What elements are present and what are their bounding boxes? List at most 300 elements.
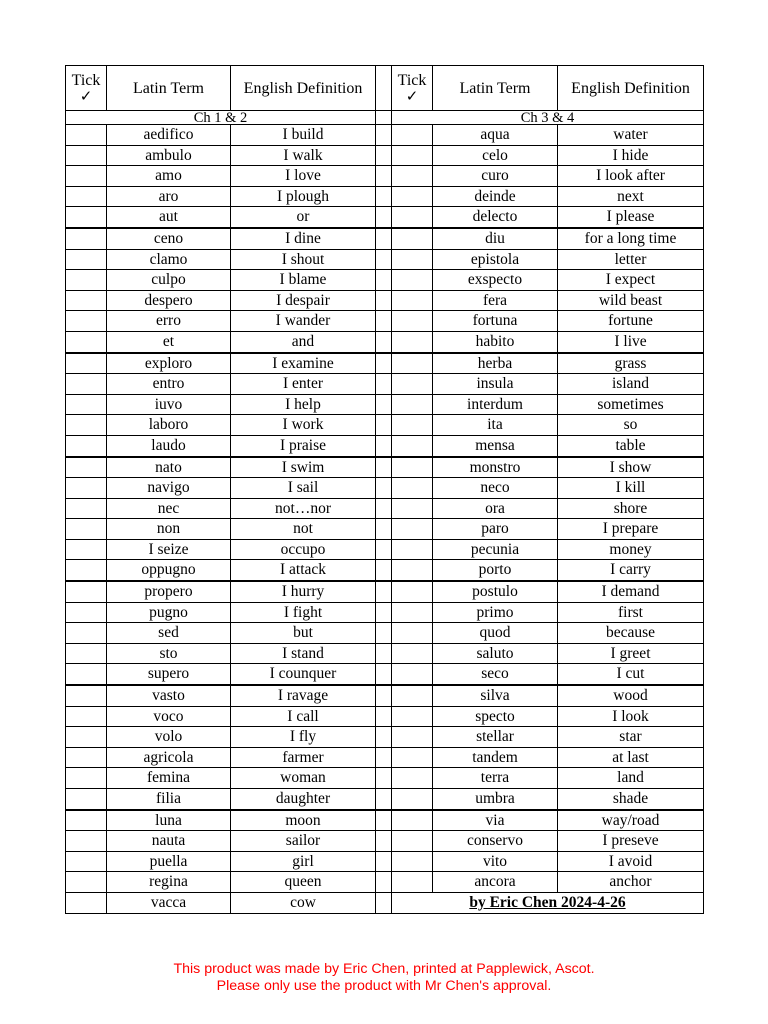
- tick-box[interactable]: [66, 145, 107, 166]
- column-gap: [376, 435, 392, 456]
- english-definition: island: [558, 374, 704, 395]
- latin-term: conservo: [433, 831, 558, 852]
- table-row: [66, 331, 704, 352]
- latin-term: navigo: [107, 478, 231, 499]
- table-row: [66, 415, 704, 436]
- english-definition: and: [231, 331, 376, 352]
- tick-box[interactable]: [392, 374, 433, 395]
- latin-term: exspecto: [433, 270, 558, 291]
- english-definition: I enter: [231, 374, 376, 395]
- tick-box[interactable]: [66, 664, 107, 685]
- english-definition: I wander: [231, 311, 376, 332]
- column-gap: [376, 810, 392, 831]
- latin-term: exploro: [107, 353, 231, 374]
- english-definition: I kill: [558, 478, 704, 499]
- latin-term: supero: [107, 664, 231, 685]
- tick-box[interactable]: [66, 892, 107, 913]
- column-gap: [376, 290, 392, 311]
- tick-box[interactable]: [392, 623, 433, 644]
- tick-header-left: [66, 66, 107, 111]
- tick-box[interactable]: [392, 311, 433, 332]
- english-definition: I greet: [558, 643, 704, 664]
- tick-box[interactable]: [66, 394, 107, 415]
- latin-term: monstro: [433, 457, 558, 478]
- column-gap: [376, 664, 392, 685]
- tick-box[interactable]: [392, 664, 433, 685]
- english-definition: anchor: [558, 872, 704, 893]
- column-gap: [376, 207, 392, 228]
- table-row: [66, 457, 704, 478]
- tick-box[interactable]: [392, 602, 433, 623]
- tick-box[interactable]: [66, 353, 107, 374]
- latin-term: aqua: [433, 125, 558, 146]
- table-row: [66, 186, 704, 207]
- latin-term: ancora: [433, 872, 558, 893]
- tick-box[interactable]: [66, 831, 107, 852]
- latin-term: stellar: [433, 727, 558, 748]
- english-definition: I call: [231, 706, 376, 727]
- tick-box[interactable]: [66, 415, 107, 436]
- english-definition: grass: [558, 353, 704, 374]
- table-row: [66, 643, 704, 664]
- tick-box[interactable]: [66, 581, 107, 602]
- english-definition: table: [558, 435, 704, 456]
- column-gap: [376, 311, 392, 332]
- english-definition: first: [558, 602, 704, 623]
- tick-box[interactable]: [66, 685, 107, 706]
- table-row: [66, 685, 704, 706]
- tick-box[interactable]: [66, 560, 107, 581]
- english-definition: I sail: [231, 478, 376, 499]
- latin-term: erro: [107, 311, 231, 332]
- tick-box[interactable]: [392, 415, 433, 436]
- english-definition: girl: [231, 851, 376, 872]
- table-row: [66, 311, 704, 332]
- latin-term: epistola: [433, 249, 558, 270]
- english-definition: I examine: [231, 353, 376, 374]
- english-definition: I expect: [558, 270, 704, 291]
- latin-term: pugno: [107, 602, 231, 623]
- english-definition: at last: [558, 747, 704, 768]
- checkmark-icon: ✓: [79, 88, 93, 105]
- tick-box[interactable]: [66, 643, 107, 664]
- english-definition: I show: [558, 457, 704, 478]
- latin-term: puella: [107, 851, 231, 872]
- latin-term: specto: [433, 706, 558, 727]
- tick-box[interactable]: [392, 789, 433, 810]
- english-definition: fortune: [558, 311, 704, 332]
- checkmark-icon: ✓: [405, 88, 419, 105]
- english-definition: I praise: [231, 435, 376, 456]
- column-gap: [376, 498, 392, 519]
- column-gap: [376, 111, 392, 125]
- chapter-label-right: Ch 3 & 4: [520, 110, 575, 125]
- vocabulary-table: [65, 65, 704, 914]
- latin-term: amo: [107, 166, 231, 187]
- table-row: [66, 270, 704, 291]
- latin-term: voco: [107, 706, 231, 727]
- tick-box[interactable]: [392, 249, 433, 270]
- latin-term: aro: [107, 186, 231, 207]
- english-definition: I counquer: [231, 664, 376, 685]
- latin-term: ora: [433, 498, 558, 519]
- tick-box[interactable]: [66, 810, 107, 831]
- latin-term: delecto: [433, 207, 558, 228]
- table-row: [66, 539, 704, 560]
- tick-box[interactable]: [392, 560, 433, 581]
- latin-term: ceno: [107, 228, 231, 249]
- latin-term: pecunia: [433, 539, 558, 560]
- latin-term: interdum: [433, 394, 558, 415]
- english-definition: I shout: [231, 249, 376, 270]
- column-gap: [376, 685, 392, 706]
- latin-term: agricola: [107, 747, 231, 768]
- latin-term: seco: [433, 664, 558, 685]
- english-definition: I plough: [231, 186, 376, 207]
- english-definition: I attack: [231, 560, 376, 581]
- english-definition: I carry: [558, 560, 704, 581]
- notice-line-1: This product was made by Eric Chen, printed at Papplewick, Ascot.: [173, 961, 595, 977]
- english-definition: I help: [231, 394, 376, 415]
- tick-box[interactable]: [392, 125, 433, 146]
- table-row: [66, 249, 704, 270]
- tick-box[interactable]: [392, 810, 433, 831]
- latin-term: luna: [107, 810, 231, 831]
- latin-term: curo: [433, 166, 558, 187]
- tick-box[interactable]: [392, 747, 433, 768]
- english-definition: occupo: [231, 539, 376, 560]
- english-definition: I hurry: [231, 581, 376, 602]
- table-row: [66, 768, 704, 789]
- latin-term: iuvo: [107, 394, 231, 415]
- tick-label: Tick: [397, 71, 427, 89]
- column-gap: [376, 415, 392, 436]
- tick-box[interactable]: [392, 685, 433, 706]
- english-definition: I swim: [231, 457, 376, 478]
- table-row: [66, 872, 704, 893]
- latin-term: aut: [107, 207, 231, 228]
- header-row: [66, 66, 704, 111]
- column-gap: [376, 374, 392, 395]
- english-definition: farmer: [231, 747, 376, 768]
- table-row: [66, 789, 704, 810]
- tick-box[interactable]: [392, 186, 433, 207]
- tick-box[interactable]: [392, 581, 433, 602]
- english-definition: I work: [231, 415, 376, 436]
- latin-term: oppugno: [107, 560, 231, 581]
- tick-box[interactable]: [392, 768, 433, 789]
- latin-term: neco: [433, 478, 558, 499]
- tick-box[interactable]: [66, 374, 107, 395]
- table-row: [66, 207, 704, 228]
- english-header-right: English Definition: [558, 66, 704, 111]
- column-gap: [376, 145, 392, 166]
- tick-box[interactable]: [392, 207, 433, 228]
- tick-box[interactable]: [392, 498, 433, 519]
- tick-box[interactable]: [66, 768, 107, 789]
- tick-box[interactable]: [66, 457, 107, 478]
- tick-box[interactable]: [392, 643, 433, 664]
- column-gap: [376, 747, 392, 768]
- latin-term: quod: [433, 623, 558, 644]
- latin-term: nec: [107, 498, 231, 519]
- english-definition: for a long time: [558, 228, 704, 249]
- english-definition: I cut: [558, 664, 704, 685]
- latin-term: herba: [433, 353, 558, 374]
- english-definition: way/road: [558, 810, 704, 831]
- column-gap: [376, 539, 392, 560]
- tick-box[interactable]: [392, 290, 433, 311]
- column-gap: [376, 478, 392, 499]
- latin-term: insula: [433, 374, 558, 395]
- english-definition: but: [231, 623, 376, 644]
- column-gap: [376, 602, 392, 623]
- tick-box[interactable]: [66, 331, 107, 352]
- chapter-label-left: Ch 1 & 2: [193, 110, 248, 125]
- tick-box[interactable]: [66, 125, 107, 146]
- tick-box[interactable]: [392, 394, 433, 415]
- english-definition: wild beast: [558, 290, 704, 311]
- column-gap: [376, 457, 392, 478]
- latin-term: nato: [107, 457, 231, 478]
- column-gap: [376, 789, 392, 810]
- copyright-notice: [0, 961, 768, 995]
- english-definition: not: [231, 519, 376, 540]
- table-row: [66, 125, 704, 146]
- column-gap: [376, 892, 392, 913]
- latin-term: culpo: [107, 270, 231, 291]
- english-definition: letter: [558, 249, 704, 270]
- latin-term: ambulo: [107, 145, 231, 166]
- latin-header-left: Latin Term: [107, 66, 231, 111]
- latin-term: mensa: [433, 435, 558, 456]
- table-row: [66, 228, 704, 249]
- latin-term: propero: [107, 581, 231, 602]
- latin-term: celo: [433, 145, 558, 166]
- column-gap: [376, 228, 392, 249]
- english-definition: I hide: [558, 145, 704, 166]
- tick-box[interactable]: [392, 706, 433, 727]
- tick-box[interactable]: [392, 519, 433, 540]
- english-definition: shore: [558, 498, 704, 519]
- tick-box[interactable]: [66, 311, 107, 332]
- english-definition: water: [558, 125, 704, 146]
- tick-box[interactable]: [66, 228, 107, 249]
- latin-term: vito: [433, 851, 558, 872]
- tick-box[interactable]: [392, 872, 433, 893]
- column-gap: [376, 872, 392, 893]
- latin-term: laboro: [107, 415, 231, 436]
- tick-box[interactable]: [392, 145, 433, 166]
- english-definition: I look after: [558, 166, 704, 187]
- latin-term: regina: [107, 872, 231, 893]
- table-row: [66, 374, 704, 395]
- tick-box[interactable]: [66, 851, 107, 872]
- english-definition: I despair: [231, 290, 376, 311]
- table-row: [66, 892, 704, 913]
- english-definition: shade: [558, 789, 704, 810]
- latin-term: volo: [107, 727, 231, 748]
- table-row: [66, 623, 704, 644]
- english-definition: I avoid: [558, 851, 704, 872]
- tick-box[interactable]: [66, 207, 107, 228]
- english-definition: I dine: [231, 228, 376, 249]
- english-definition: or: [231, 207, 376, 228]
- tick-box[interactable]: [66, 872, 107, 893]
- vocabulary-sheet: [65, 65, 704, 914]
- table-row: [66, 145, 704, 166]
- table-row: [66, 706, 704, 727]
- english-definition: sometimes: [558, 394, 704, 415]
- english-definition: I live: [558, 331, 704, 352]
- tick-header-right: [392, 66, 433, 111]
- english-definition: daughter: [231, 789, 376, 810]
- latin-term: paro: [433, 519, 558, 540]
- english-definition: star: [558, 727, 704, 748]
- latin-term: entro: [107, 374, 231, 395]
- english-definition: I stand: [231, 643, 376, 664]
- tick-box[interactable]: [392, 166, 433, 187]
- chapter-row: [66, 111, 704, 125]
- english-definition: I love: [231, 166, 376, 187]
- tick-label: Tick: [71, 71, 101, 89]
- tick-box[interactable]: [392, 270, 433, 291]
- column-gap: [376, 270, 392, 291]
- column-gap: [376, 581, 392, 602]
- tick-box[interactable]: [392, 851, 433, 872]
- tick-box[interactable]: [66, 706, 107, 727]
- tick-box[interactable]: [66, 623, 107, 644]
- column-gap: [376, 560, 392, 581]
- notice-line-2: Please only use the product with Mr Chen's approval.: [216, 978, 552, 994]
- chapter-heading-right: [392, 111, 704, 125]
- tick-box[interactable]: [66, 498, 107, 519]
- table-row: [66, 519, 704, 540]
- tick-box[interactable]: [66, 478, 107, 499]
- english-definition: because: [558, 623, 704, 644]
- tick-box[interactable]: [392, 353, 433, 374]
- tick-box[interactable]: [66, 602, 107, 623]
- column-gap: [376, 851, 392, 872]
- latin-term: et: [107, 331, 231, 352]
- latin-term: laudo: [107, 435, 231, 456]
- tick-box[interactable]: [66, 270, 107, 291]
- author-credit-text: by Eric Chen 2024-4-26: [469, 893, 626, 911]
- english-definition: cow: [231, 892, 376, 913]
- table-row: [66, 290, 704, 311]
- english-definition: I fight: [231, 602, 376, 623]
- column-gap: [376, 331, 392, 352]
- tick-box[interactable]: [66, 435, 107, 456]
- latin-term: femina: [107, 768, 231, 789]
- column-gap: [376, 727, 392, 748]
- tick-box[interactable]: [392, 228, 433, 249]
- tick-box[interactable]: [392, 831, 433, 852]
- latin-term: filia: [107, 789, 231, 810]
- latin-term: clamo: [107, 249, 231, 270]
- latin-term: saluto: [433, 643, 558, 664]
- tick-box[interactable]: [66, 249, 107, 270]
- column-gap: [376, 623, 392, 644]
- author-credit: [392, 892, 704, 913]
- table-row: [66, 353, 704, 374]
- tick-box[interactable]: [66, 747, 107, 768]
- table-row: [66, 727, 704, 748]
- column-gap: [376, 66, 392, 111]
- english-definition: wood: [558, 685, 704, 706]
- english-definition: I ravage: [231, 685, 376, 706]
- latin-term: ita: [433, 415, 558, 436]
- table-row: [66, 560, 704, 581]
- tick-box[interactable]: [392, 457, 433, 478]
- table-row: [66, 581, 704, 602]
- tick-box[interactable]: [66, 290, 107, 311]
- latin-term: fera: [433, 290, 558, 311]
- latin-term: sed: [107, 623, 231, 644]
- latin-term: vasto: [107, 685, 231, 706]
- latin-term: fortuna: [433, 311, 558, 332]
- tick-box[interactable]: [66, 166, 107, 187]
- english-definition: next: [558, 186, 704, 207]
- latin-term: terra: [433, 768, 558, 789]
- latin-term: umbra: [433, 789, 558, 810]
- column-gap: [376, 166, 392, 187]
- english-definition: I prepare: [558, 519, 704, 540]
- english-definition: I build: [231, 125, 376, 146]
- column-gap: [376, 249, 392, 270]
- column-gap: [376, 394, 392, 415]
- tick-box[interactable]: [392, 331, 433, 352]
- tick-box[interactable]: [66, 519, 107, 540]
- tick-box[interactable]: [66, 186, 107, 207]
- latin-term: nauta: [107, 831, 231, 852]
- english-header-left: English Definition: [231, 66, 376, 111]
- tick-box[interactable]: [66, 789, 107, 810]
- tick-box[interactable]: [392, 539, 433, 560]
- column-gap: [376, 186, 392, 207]
- table-row: [66, 810, 704, 831]
- column-gap: [376, 643, 392, 664]
- latin-term: via: [433, 810, 558, 831]
- column-gap: [376, 353, 392, 374]
- english-definition: moon: [231, 810, 376, 831]
- table-row: [66, 747, 704, 768]
- tick-box[interactable]: [392, 478, 433, 499]
- chapter-heading-left: [66, 111, 376, 125]
- tick-box[interactable]: [392, 727, 433, 748]
- latin-term: despero: [107, 290, 231, 311]
- column-gap: [376, 768, 392, 789]
- table-row: [66, 664, 704, 685]
- table-row: [66, 166, 704, 187]
- table-row: [66, 851, 704, 872]
- tick-box[interactable]: [392, 435, 433, 456]
- column-gap: [376, 706, 392, 727]
- table-row: [66, 478, 704, 499]
- english-definition: I look: [558, 706, 704, 727]
- column-gap: [376, 831, 392, 852]
- english-definition: I demand: [558, 581, 704, 602]
- latin-term: postulo: [433, 581, 558, 602]
- latin-term: non: [107, 519, 231, 540]
- english-definition: land: [558, 768, 704, 789]
- tick-box[interactable]: [66, 727, 107, 748]
- table-row: [66, 831, 704, 852]
- table-row: [66, 498, 704, 519]
- latin-term: vacca: [107, 892, 231, 913]
- tick-box[interactable]: [66, 539, 107, 560]
- table-row: [66, 435, 704, 456]
